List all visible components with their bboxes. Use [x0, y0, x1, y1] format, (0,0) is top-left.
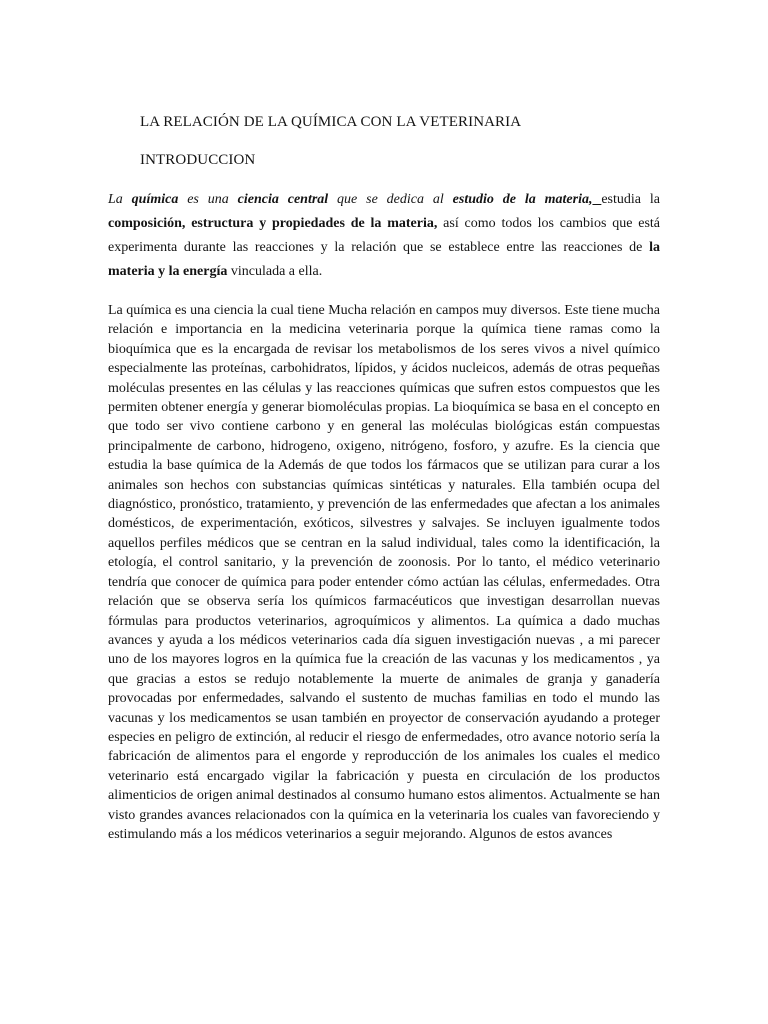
- body-paragraph: [108, 301, 660, 844]
- intro-underscore: [592, 192, 601, 207]
- intro-quimica: química: [131, 192, 179, 207]
- intro-resto: así como todos los cambios que está experimenta durante las reacciones y la relación que se establece entre las reacciones de: [108, 216, 660, 255]
- intro-sentence: [108, 188, 660, 284]
- intro-composicion: composición, estructura y propiedades de la materia,: [108, 216, 438, 231]
- intro-la: La: [108, 192, 132, 207]
- intro-estudio-materia: estudio de la materia,: [452, 192, 593, 207]
- intro-ciencia-central: ciencia central: [237, 192, 329, 207]
- body-text: La química es una ciencia la cual tiene Mucha relación en campos muy diversos. Este tiene mucha relación e importancia en la medicina veterinaria porque la química tiene ramas como la bioquímica que es la encargada de revisar los metabolismos de los seres vivos a nivel químico especialmente las proteínas, carbohidratos, lípidos, y ácidos nucleicos, además de otras pequeñas moléculas presentes en las células y las reacciones químicas que sufren estos compuestos que les permiten obtener energía y generar biomoléculas propias. La bioquímica se basa en el concepto en que todo ser vivo contiene carbono y en general las moléculas biológicas están compuestas principalmente de carbono, hidrogeno, oxigeno, nitrógeno, fosforo, y azufre. Es la ciencia que estudia la base química de la Además de que todos los fármacos que se utilizan para curar a los animales son hechos con substancias químicas sintéticas y naturales. Ella también ocupa del diagnóstico, pronóstico, tratamiento, y prevención de las enfermedades que afectan a los animales domésticos, de experimentación, exóticos, silvestres y salvajes. Se incluyen igualmente todos aquellos perfiles médicos que se centran en la salud individual, tales como la identificación, la etología, el control sanitario, y la prevención de zoonosis. Por lo tanto, el médico veterinario tendría que conocer de química para poder entender cómo actúan las células, enfermedades. Otra relación que se observa sería los químicos farmacéuticos que investigan desarrollan nuevas fórmulas para productos veterinarios, agroquímicos y alimentos. La química a dado muchas avances y ayuda a los médicos veterinarios cada día siguen investigación nuevas , a mi parecer uno de los mayores logros en la química fue la creación de las vacunas y los medicamentos , ya que gracias a estos se redujo notablemente la muerte de animales de granja y ganadería provocadas por enfermedades, salvando el sustento de muchas familias en todo el mundo las vacunas y los medicamentos se usan también en proyector de conservación ayudando a proteger especies en peligro de extinción, al reducir el riesgo de enfermedades, otro avance notorio sería la fabricación de alimentos para el engorde y reproducción de los animales los cuales el medico veterinario está encargado vigilar la fabricación y puesta en circulación de los productos alimenticios de origen animal destinados al consumo humano estos alimentos. Actualmente se han visto grandes avances relacionados con la química en la veterinaria los cuales van favoreciendo y estimulando más a los médicos veterinarios a seguir mejorando. Algunos de estos avances: [108, 303, 660, 842]
- intro-final: vinculada a ella.: [227, 264, 323, 279]
- document-title: LA RELACIÓN DE LA QUÍMICA CON LA VETERINARIA: [140, 114, 522, 130]
- intro-que-se-dedica: que se dedica al: [328, 192, 453, 207]
- intro-es-una: es una: [178, 192, 238, 207]
- section-heading-introduccion: INTRODUCCION: [140, 152, 256, 168]
- intro-estudia: estudia la: [601, 192, 660, 207]
- intro-paragraph: [108, 188, 660, 284]
- intro-materia-energia: la materia y la energía: [108, 240, 660, 279]
